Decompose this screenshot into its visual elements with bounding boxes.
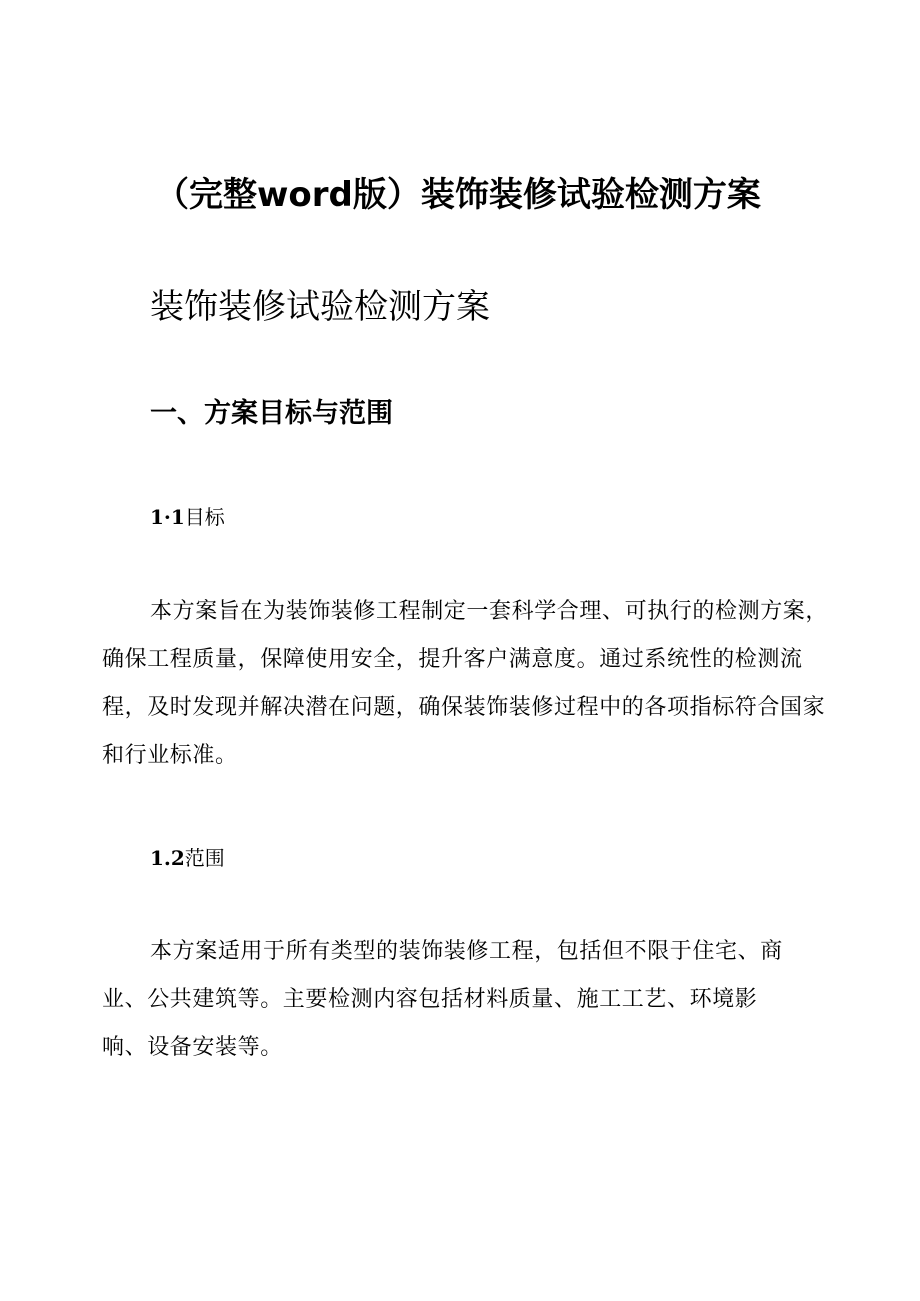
subsection-number: 1.2 — [150, 846, 185, 870]
subsection-label: 目标 — [184, 505, 225, 529]
scope-paragraph: 本方案适用于所有类型的装饰装修工程，包括但不限于住宅、商业、公共建筑等。主要检测内容包括材料质量、施工工艺、环境影响、设备安装等。 — [102, 939, 783, 1060]
subsection-heading-goal — [150, 502, 450, 532]
subsection-heading-scope — [150, 843, 450, 873]
document-subtitle: 装饰装修试验检测方案 — [150, 287, 490, 327]
subsection-number: 1·1 — [150, 505, 185, 529]
goal-paragraph: 本方案旨在为装饰装修工程制定一套科学合理、可执行的检测方案，确保工程质量，保障使用安全，提升客户满意度。通过系统性的检测流程，及时发现并解决潜在问题，确保装饰装修过程中的各项指标符合国家和行业标准。 — [102, 599, 829, 768]
document-title: （完整word版）装饰装修试验检测方案 — [155, 175, 761, 215]
subsection-label: 范围 — [184, 846, 225, 870]
section-heading: 一、方案目标与范围 — [150, 398, 393, 429]
